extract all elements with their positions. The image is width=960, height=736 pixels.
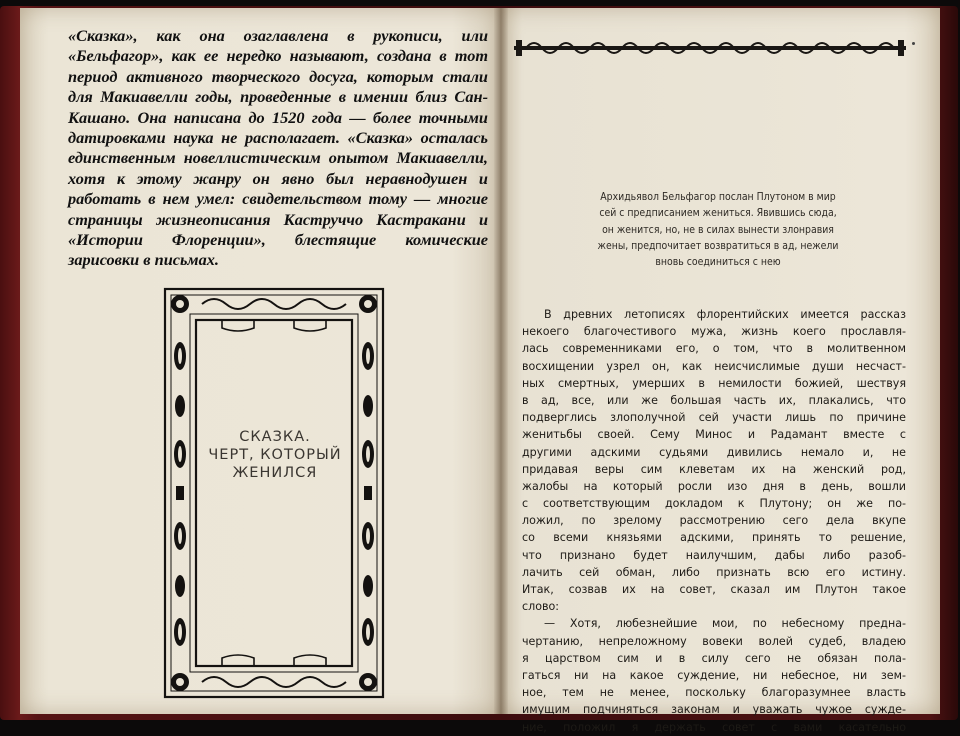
body-line: в ад, все, или же большая часть их, плакались, что [522, 393, 906, 407]
body-line: имущим подчиняться законам и уважать чужое сужде- [522, 703, 906, 717]
body-line: со всеми князьями адскими, принять то решение, [522, 531, 906, 545]
header-ornament [514, 38, 906, 58]
body-line: подверглись злополучной сей участи лишь по причине [522, 411, 906, 425]
body-line: ние, положил я держать совет с вами касательно [522, 720, 906, 734]
chapter-summary [548, 189, 888, 270]
body-line: жалобы на который росли изо дня в день, вошли [522, 479, 906, 493]
body-line: лась современниками его, о том, что в молитвенном [522, 342, 906, 356]
story-body [522, 306, 906, 736]
book-spine [494, 8, 508, 714]
body-line: восхищении узрел он, как неисчислимые души несчаст- [522, 359, 906, 373]
body-line: что признано будет наилучшим, дабы либо разоб- [522, 548, 906, 562]
body-line: ное, тем не менее, поскольку благоразумнее власть [522, 686, 906, 700]
summary-line: Архидьявол Бельфагор послан Плутоном в мир [600, 191, 836, 203]
body-line: гаться ни на какое суждение, ни небесное, ни зем- [522, 668, 906, 682]
ornamental-frame [162, 286, 386, 700]
body-line: ных смертных, умерших в немилости божией, шествуя [522, 376, 906, 390]
body-line: другими адскими судьями дивились немало и, не [522, 445, 906, 459]
summary-line: вновь соединиться с нею [655, 256, 781, 269]
story-title [200, 428, 350, 482]
page-mark [912, 42, 915, 45]
body-line: с соответствующим докладом к Плутону; он же по- [522, 497, 906, 511]
body-line: женитьбы своей. Сему Минос и Радамант вместе с [522, 428, 906, 442]
body-line: чертанию, непреложному вовеки волей судеб, владею [522, 634, 906, 648]
summary-line: жены, предпочитает возвратиться в ад, нежели [597, 239, 839, 252]
summary-line: он женится, но, не в силах вынести злонравия [602, 223, 834, 236]
body-line: я царством сим и в силу сего не обязан пола- [522, 651, 906, 665]
body-line: Итак, созвав их на совет, сказал им Плутон такое [522, 583, 906, 596]
body-line: ложил, по зрелому рассмотрению сего дела вкупе [522, 514, 906, 528]
intro-paragraph: «Сказка», как она озаглавлена в рукописи, или «Бельфагор», как ее нередко называют, создана в тот период активного творческого досуга, которым стали для Макиавелли годы, проведенные в имении близ Сан-Кашано. Она написана до 1520 года — более точными датировками наука не располагает. «Сказка» осталась единственным новеллистическим опытом Макиавелли, хотя к этому жанру он явно был неравнодушен и работать в нем умел: свидетельством тому — многие страницы жизнеописания Каструччо Кастракани и «Истории Флоренции», блестящие комические зарисовки в письмах. [68, 26, 488, 270]
story-title-line-1: СКАЗКА. [239, 429, 311, 445]
body-line: — Хотя, любезнейшие мои, по небесному предна- [544, 617, 906, 631]
body-line: слово: [522, 600, 560, 614]
body-line: В древних летописях флорентийских имеется рассказ [544, 308, 906, 321]
summary-line: сей с предписанием жениться. Явившись сюда, [599, 207, 837, 220]
story-title-line-2: ЧЕРТ, КОТОРЫЙ [208, 447, 342, 463]
body-line: придавая веры сим клеветам их на женский род, [522, 462, 906, 476]
story-title-line-3: ЖЕНИЛСЯ [232, 465, 318, 481]
body-line: некоего благочестивого мужа, жизнь коего прославля- [522, 325, 906, 339]
body-line: лачить сей обман, либо признать всю его истину. [522, 565, 906, 579]
